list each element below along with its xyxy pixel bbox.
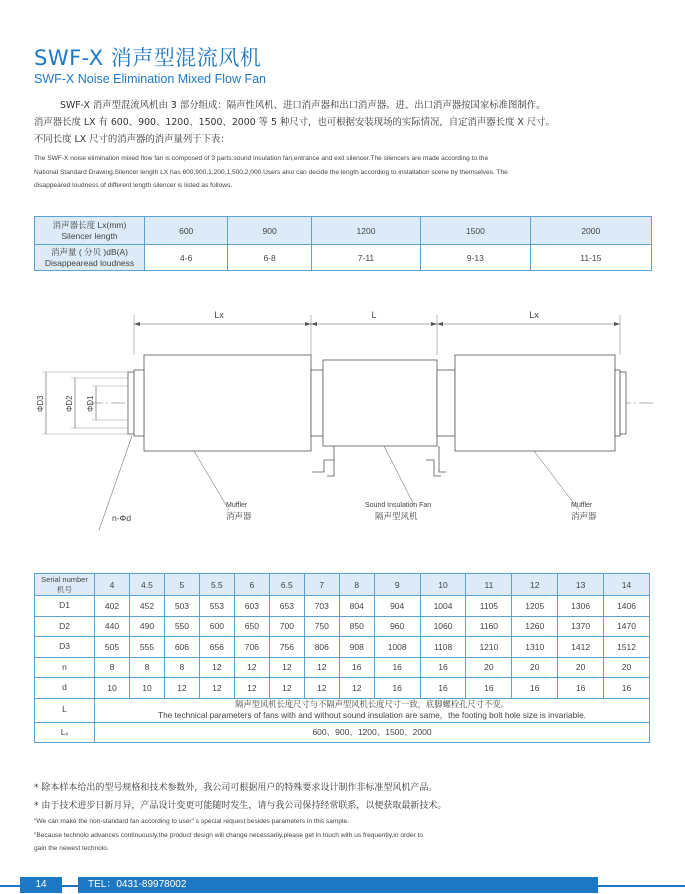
- d2-label: ΦD2: [65, 395, 74, 412]
- table-cell: 16: [374, 657, 420, 678]
- right-muffler-body: [455, 355, 615, 451]
- serial-cell: 10: [420, 574, 466, 596]
- intro-cn-line: SWF-X 消声型混流风机由 3 部分组成：隔声性风机、进口消声器和出口消声器。进、出口消声器按国家标准图制作。: [60, 100, 546, 111]
- table-cell: 1370: [558, 616, 604, 637]
- table-cell: 16: [466, 678, 512, 699]
- table-row: [35, 637, 650, 658]
- row-label: D2: [35, 616, 95, 637]
- serial-cell: 6.5: [269, 574, 304, 596]
- table-cell: 12: [199, 678, 234, 699]
- table-cell: 20: [512, 657, 558, 678]
- muffler-right-cn: 消声器: [571, 511, 597, 521]
- lx-values-cell: 600、900、1200、1500、2000: [95, 722, 650, 743]
- serial-label-cn: 机号: [57, 584, 72, 594]
- left-flange: [128, 372, 134, 434]
- arrow-icon: [311, 322, 317, 326]
- serial-cell: 7: [304, 574, 339, 596]
- serial-cell: 9: [374, 574, 420, 596]
- d1-label: ΦD1: [86, 395, 95, 412]
- table-cell: 12: [269, 678, 304, 699]
- table-cell: 16: [374, 678, 420, 699]
- table-row: [35, 678, 650, 699]
- intro-cn: [34, 97, 654, 148]
- table-cell: 1306: [558, 596, 604, 617]
- table-cell: 756: [269, 637, 304, 658]
- leader-line: [194, 451, 229, 510]
- table-cell: 10: [129, 678, 164, 699]
- table-cell: 12: [304, 657, 339, 678]
- table-cell: 1260: [512, 616, 558, 637]
- fan-foot-left: [312, 460, 334, 472]
- arrow-icon: [437, 322, 443, 326]
- d3-label: ΦD3: [36, 395, 45, 412]
- table-cell: 20: [466, 657, 512, 678]
- leader-line: [384, 446, 414, 505]
- fan-assembly-diagram: [34, 300, 664, 540]
- table-cell: 1205: [512, 596, 558, 617]
- page-subtitle: SWF-X Noise Elimination Mixed Flow Fan: [34, 72, 267, 86]
- table-cell: 503: [164, 596, 199, 617]
- table-cell: 1512: [604, 637, 650, 658]
- table-cell: 1310: [512, 637, 558, 658]
- serial-label-cell: [35, 574, 95, 596]
- table-row: [35, 657, 650, 678]
- table-cell: 16: [604, 678, 650, 699]
- row-label: d: [35, 678, 95, 699]
- table-cell: 750: [304, 616, 339, 637]
- intro-en: [34, 152, 659, 193]
- table-cell: 16: [339, 657, 374, 678]
- footnote-cn: * 除本样本给出的型号规格和技术参数外，我公司可根据用户的特殊要求设计制作非标准型风机产品。: [34, 783, 438, 793]
- table-cell: 12: [234, 678, 269, 699]
- l-note-cell: [95, 698, 650, 722]
- table-cell: 20: [604, 657, 650, 678]
- table-cell: 490: [129, 616, 164, 637]
- table-cell: 553: [199, 596, 234, 617]
- intro-cn-line: 消声器长度 LX 有 600、900、1200、1500、2000 等 5 种尺寸，也可根据安装现场的实际情况，自定消声器长度 X 尺寸。: [34, 117, 555, 128]
- footnote-cn: * 由于技术进步日新月异，产品设计变更可能随时发生，请与我公司保持经常联系，以便获取最新技术。: [34, 801, 447, 811]
- table-cell: 555: [129, 637, 164, 658]
- table-row: [35, 698, 650, 722]
- table-cell: 850: [339, 616, 374, 637]
- fan-foot-right: [439, 446, 446, 472]
- bolt-label: n-Φd: [112, 513, 132, 523]
- joint-flange: [437, 370, 455, 436]
- table-cell: 1406: [604, 596, 650, 617]
- joint-flange: [311, 370, 323, 436]
- table-cell: 804: [339, 596, 374, 617]
- dim-lx-right: Lx: [529, 310, 539, 320]
- table-cell: 440: [95, 616, 130, 637]
- row-label-en: Disappearead loudness: [44, 257, 135, 268]
- page-number: 14: [20, 877, 62, 893]
- table-cell: 600: [199, 616, 234, 637]
- intro-en-line: The SWF-X noise elimination mixed flow fan is composed of 3 parts:sound insulation fan,entrance and exit silencer.The silencers are made according to the: [34, 155, 489, 162]
- arrow-icon: [305, 322, 311, 326]
- footnote-en: "Because technolo advances continuously,the product design will change necessarily,please get in touch with us frequently,in order to: [34, 831, 424, 839]
- table-cell: 1470: [604, 616, 650, 637]
- table-cell: 8: [164, 657, 199, 678]
- serial-cell: 8: [339, 574, 374, 596]
- table-cell: 8: [129, 657, 164, 678]
- serial-cell: 6: [234, 574, 269, 596]
- table-cell: 600: [145, 217, 228, 245]
- serial-cell: 4: [95, 574, 130, 596]
- table-cell: 1160: [466, 616, 512, 637]
- table-cell: 900: [228, 217, 311, 245]
- table-row: [35, 574, 650, 596]
- row-label: D3: [35, 637, 95, 658]
- arrow-icon: [431, 322, 437, 326]
- table-cell: 16: [420, 678, 466, 699]
- table-row: [35, 245, 652, 271]
- table-cell: 1412: [558, 637, 604, 658]
- muffler-left-cn: 消声器: [226, 511, 252, 521]
- table-row: [35, 722, 650, 743]
- muffler-right-en: Muffler: [571, 502, 593, 509]
- table-cell: 11-15: [530, 245, 651, 271]
- table-cell: 1060: [420, 616, 466, 637]
- table-cell: 550: [164, 616, 199, 637]
- table-cell: 650: [234, 616, 269, 637]
- footnote-en: "We can make the non-standard fan according to user" s special request besides parameters in this sample.: [34, 818, 349, 825]
- table-cell: 703: [304, 596, 339, 617]
- table-cell: 12: [234, 657, 269, 678]
- table-cell: 16: [420, 657, 466, 678]
- table-cell: 806: [304, 637, 339, 658]
- parameter-table-body: [35, 574, 650, 743]
- serial-cell: 14: [604, 574, 650, 596]
- table-cell: 653: [269, 596, 304, 617]
- row-label-cn: 消声量 ( 分贝 )dB(A): [51, 246, 128, 257]
- table-cell: 9-13: [421, 245, 530, 271]
- table-cell: 6-8: [228, 245, 311, 271]
- table-cell: 12: [269, 657, 304, 678]
- row-label: L: [35, 698, 95, 722]
- table-cell: 20: [558, 657, 604, 678]
- table-row: [35, 616, 650, 637]
- table-cell: 10: [95, 678, 130, 699]
- table-cell: 16: [558, 678, 604, 699]
- table-header-cell: [35, 245, 145, 271]
- table-row: [35, 217, 652, 245]
- serial-cell: 12: [512, 574, 558, 596]
- footnotes: [34, 779, 654, 856]
- page-title: SWF-X 消声型混流风机: [34, 46, 262, 70]
- table-cell: 2000: [530, 217, 651, 245]
- table-cell: 1008: [374, 637, 420, 658]
- dim-l: L: [371, 310, 377, 320]
- fan-body: [323, 360, 437, 446]
- table-cell: 1004: [420, 596, 466, 617]
- table-cell: 908: [339, 637, 374, 658]
- table-cell: 12: [304, 678, 339, 699]
- intro-en-line: disappeared loudness of different length silencer is listed as follows.: [34, 182, 233, 189]
- fan-foot-left: [327, 460, 334, 476]
- table-cell: 8: [95, 657, 130, 678]
- silencer-table: [34, 216, 652, 271]
- table-cell: 1105: [466, 596, 512, 617]
- row-label-cn: 消声器长度 Lx(mm): [52, 219, 127, 230]
- serial-cell: 4.5: [129, 574, 164, 596]
- fan-en: Sound Insulation Fan: [365, 502, 432, 509]
- table-cell: 4-6: [145, 245, 228, 271]
- footer-tel: TEL：0431-89978002: [78, 877, 598, 893]
- table-cell: 603: [234, 596, 269, 617]
- serial-cell: 11: [466, 574, 512, 596]
- parameter-table: [34, 573, 650, 743]
- row-label: Lₓ: [35, 722, 95, 743]
- table-cell: 505: [95, 637, 130, 658]
- arrow-icon: [614, 322, 620, 326]
- serial-cell: 13: [558, 574, 604, 596]
- serial-cell: 5: [164, 574, 199, 596]
- table-cell: 1108: [420, 637, 466, 658]
- table-row: [35, 596, 650, 617]
- table-cell: 904: [374, 596, 420, 617]
- left-muffler-collar: [134, 370, 144, 436]
- table-cell: 1500: [421, 217, 530, 245]
- l-note-cn: 隔声型风机长度尺寸与不隔声型风机长度尺寸一致，底脚螺栓孔尺寸不变。: [235, 699, 509, 709]
- footnote-en: gain the newest technolo.: [34, 845, 109, 852]
- row-label: n: [35, 657, 95, 678]
- intro-cn-line: 不同长度 LX 尺寸的消声器的消声量列于下表：: [34, 134, 230, 145]
- right-flange: [620, 372, 626, 434]
- table-cell: 12: [199, 657, 234, 678]
- table-cell: 402: [95, 596, 130, 617]
- row-label-en: Silencer length: [61, 230, 118, 241]
- arrow-icon: [134, 322, 140, 326]
- table-cell: 606: [164, 637, 199, 658]
- fan-cn: 隔声型风机: [375, 511, 418, 521]
- muffler-left-en: Muffler: [226, 502, 248, 509]
- table-cell: 700: [269, 616, 304, 637]
- table-header-cell: [35, 217, 145, 245]
- table-cell: 12: [164, 678, 199, 699]
- table-cell: 706: [234, 637, 269, 658]
- table-cell: 452: [129, 596, 164, 617]
- left-muffler-body: [144, 355, 311, 451]
- table-cell: 16: [512, 678, 558, 699]
- serial-cell: 5.5: [199, 574, 234, 596]
- table-cell: 7-11: [311, 245, 420, 271]
- right-muffler-collar: [615, 370, 620, 436]
- intro-en-line: National Standard Drawing.Silencer length LX has 600,900,1,200,1,500,2,000.Users also can decide the length according to installation scene by themselves. The: [34, 168, 508, 176]
- table-cell: 656: [199, 637, 234, 658]
- table-cell: 960: [374, 616, 420, 637]
- table-cell: 1200: [311, 217, 420, 245]
- row-label: D1: [35, 596, 95, 617]
- table-cell: 12: [339, 678, 374, 699]
- table-cell: 1210: [466, 637, 512, 658]
- serial-label-en: Serial number: [41, 575, 88, 584]
- l-note-en: The technical parameters of fans with and without sound insulation are same，the footing bolt hole size is invariable.: [158, 710, 586, 720]
- dim-lx-left: Lx: [214, 310, 224, 320]
